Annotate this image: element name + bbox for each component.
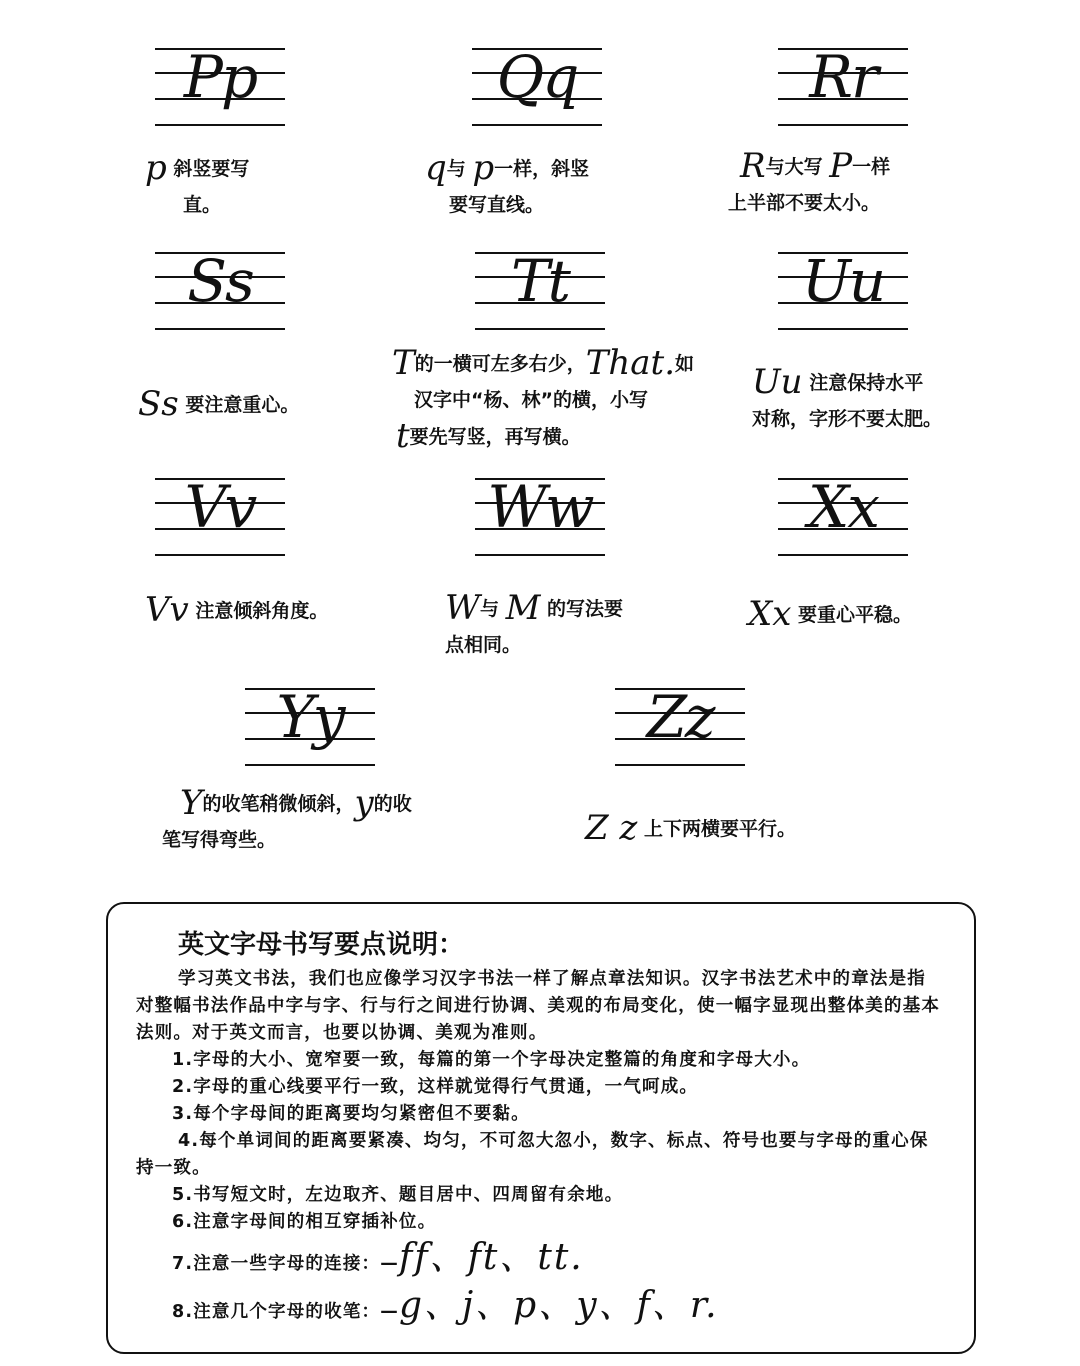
note-s (138, 386, 299, 423)
note-text: 如 (675, 353, 695, 375)
letter-glyph: Ww (487, 473, 593, 541)
letter-glyph: Vv (184, 473, 256, 541)
note-text: 的写法要 (547, 598, 624, 620)
cursive-example: p (472, 148, 495, 188)
letter-block-yy (245, 683, 375, 768)
letter-block-vv (155, 473, 285, 558)
cursive-example: M (505, 588, 541, 628)
letter-glyph: Tt (511, 247, 569, 315)
note-w (445, 590, 623, 663)
letter-glyph: Rr (809, 43, 877, 111)
note-text: 对称，字形不要太肥。 (752, 408, 943, 430)
note-text: 上下两横要平行。 (643, 818, 796, 840)
tip-3: 3.每个字母间的距离要均匀紧密但不要黏。 (172, 1104, 530, 1124)
letter-block-pp (155, 43, 285, 128)
cursive-example: Vv (145, 590, 189, 630)
letter-block-zz (615, 683, 745, 768)
note-text: 斜竖要写 (173, 158, 250, 180)
note-text: 要先写竖，再写横。 (409, 426, 581, 448)
cursive-example: Z z (585, 808, 638, 848)
note-text: 注意倾斜角度。 (195, 600, 329, 622)
tip-5: 5.书写短文时，左边取齐、题目居中、四周留有余地。 (172, 1185, 624, 1205)
note-text: 一样，斜竖 (494, 158, 590, 180)
tip-2: 2.字母的重心线要平行一致，这样就觉得行气贯通，一气呵成。 (172, 1077, 699, 1097)
letter-block-uu (778, 247, 908, 332)
tip-8-example: g、j、p、y、f、r. (398, 1285, 719, 1326)
letter-block-ww (475, 473, 605, 558)
tip-6: 6.注意字母间的相互穿插补位。 (172, 1212, 437, 1232)
letter-block-ss (155, 247, 285, 332)
cursive-example: T (392, 343, 415, 383)
letter-block-xx (778, 473, 908, 558)
letter-block-tt (475, 247, 605, 332)
note-text: 点相同。 (445, 634, 522, 656)
letter-glyph: Pp (183, 43, 257, 111)
note-text: 与 (479, 598, 499, 620)
note-q (425, 150, 589, 223)
tip-7-text: 7.注意一些字母的连接：— (172, 1254, 399, 1274)
letter-glyph: Yy (276, 683, 344, 751)
note-v (145, 592, 328, 629)
cursive-example: Xx (748, 594, 792, 634)
letter-glyph: Zz (646, 683, 714, 751)
cursive-example: Ss (138, 384, 179, 424)
tip-8-text: 8.注意几个字母的收笔：— (172, 1302, 399, 1322)
note-text: 上半部不要太小。 (728, 192, 881, 214)
note-y (162, 783, 412, 858)
cursive-example: R (740, 146, 766, 186)
note-text: 要写直线。 (449, 194, 545, 216)
note-text: 与 (446, 158, 466, 180)
note-r (728, 146, 891, 221)
note-text: 要注意重心。 (185, 394, 300, 416)
cursive-example: q (425, 148, 447, 188)
note-t (392, 345, 694, 455)
letter-block-qq (472, 43, 602, 128)
note-p (145, 150, 249, 223)
letter-block-rr (778, 43, 908, 128)
tips-body (136, 966, 944, 1326)
tip-7 (136, 1237, 944, 1278)
note-text: 的一横可左多右少， (414, 353, 586, 375)
note-text: 的收笔稍微倾斜， (202, 793, 355, 815)
tips-title: 英文字母书写要点说明： (178, 930, 465, 960)
letter-glyph: Ss (187, 247, 253, 315)
letter-glyph: Xx (807, 473, 878, 541)
note-text: 一样 (852, 156, 891, 178)
note-text: 要重心平稳。 (798, 604, 913, 626)
note-x (748, 596, 912, 633)
note-text: 的收 (373, 793, 412, 815)
cursive-example: t (396, 416, 410, 456)
note-text: 与大写 (765, 156, 823, 178)
cursive-example: P (829, 146, 853, 186)
tip-4: 4.每个单词间的距离要紧凑、均匀，不可忽大忽小，数字、标点、符号也要与字母的重心保持一致。 (136, 1131, 929, 1178)
note-z (585, 810, 796, 847)
note-text: 笔写得弯些。 (162, 829, 277, 851)
note-text: 注意保持水平 (809, 372, 924, 394)
cursive-example: y (354, 783, 374, 823)
tip-8 (136, 1285, 944, 1326)
tip-1: 1.字母的大小、宽窄要一致，每篇的第一个字母决定整篇的角度和字母大小。 (172, 1050, 811, 1070)
cursive-example: W (445, 588, 480, 628)
note-text: 汉字中“杨、林”的横，小写 (414, 389, 648, 411)
cursive-example: Y (180, 783, 203, 823)
cursive-example: That. (585, 343, 676, 383)
cursive-example: Uu (752, 362, 803, 402)
tips-intro: 学习英文书法，我们也应像学习汉字书法一样了解点章法知识。汉字书法艺术中的章法是指对整幅书法作品中字与字、行与行之间进行协调、美观的布局变化，使一幅字显现出整体美的基本法则。对于英文而言，也要以协调、美观为准则。 (136, 969, 941, 1043)
cursive-example: p (145, 148, 167, 188)
note-text: 直。 (183, 194, 222, 216)
letter-glyph: Qq (496, 43, 578, 111)
note-u (752, 364, 942, 437)
tip-7-example: ff、ft、tt. (398, 1237, 584, 1278)
letter-glyph: Uu (801, 247, 885, 315)
